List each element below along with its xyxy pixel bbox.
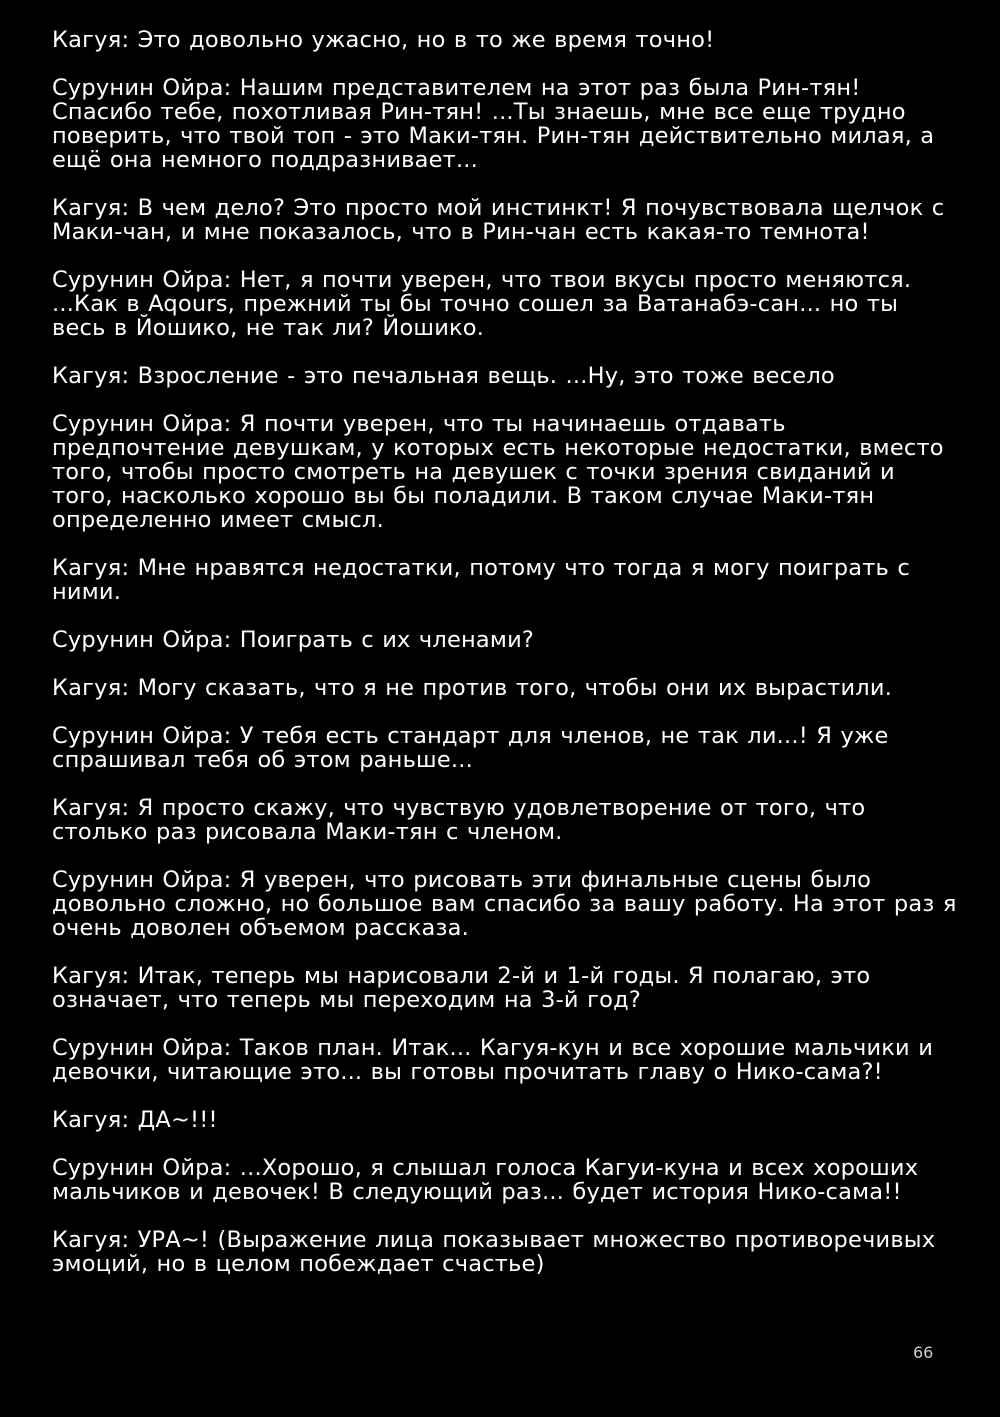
speaker-name: Сурунин Ойра	[52, 411, 224, 437]
dialogue-entry: Кагуя: В чем дело? Это просто мой инстинкт! Я почувствовала щелчок с Маки-чан, и мне показалось, что в Рин-чан есть какая-то темнота!	[52, 195, 945, 245]
speaker-name: Кагуя	[52, 555, 122, 581]
dialogue-text: Взросление - это печальная вещь. ...Ну, это тоже весело	[137, 363, 835, 389]
speaker-name: Сурунин Ойра	[52, 267, 224, 293]
dialogue-text: Могу сказать, что я не против того, чтобы они их вырастили.	[137, 675, 893, 701]
dialogue-entry: Сурунин Ойра: Нет, я почти уверен, что твои вкусы просто меняются. ...Как в Aqours, прежний ты бы точно сошел за Ватанабэ-сан... но ты весь в Йошико, не так ли? Йошико.	[52, 267, 912, 341]
speaker-name: Кагуя	[52, 1227, 122, 1253]
speaker-name: Кагуя	[52, 195, 122, 221]
dialogue-entry: Сурунин Ойра: ...Хорошо, я слышал голоса Кагуи-куна и всех хороших мальчиков и девочек! В следующий раз... будет история Нико-сама!!	[52, 1155, 919, 1205]
dialogue-text: У тебя есть стандарт для членов, не так ли...! Я уже спрашивал тебя об этом раньше...	[52, 723, 889, 773]
dialogue-entry: Сурунин Ойра: Я уверен, что рисовать эти финальные сцены было довольно сложно, но большое вам спасибо за вашу работу. На этот раз я очень доволен объемом рассказа.	[52, 867, 957, 941]
page-number: 66	[913, 1343, 934, 1362]
speaker-name: Сурунин Ойра	[52, 75, 224, 101]
dialogue-text: Это довольно ужасно, но в то же время точно!	[137, 27, 715, 53]
dialogue-text: ...Хорошо, я слышал голоса Кагуи-куна и всех хороших мальчиков и девочек! В следующий раз... будет история Нико-сама!!	[52, 1155, 919, 1205]
speaker-name: Кагуя	[52, 27, 122, 53]
speaker-name: Сурунин Ойра	[52, 723, 224, 749]
dialogue-text: УРА~! (Выражение лица показывает множество противоречивых эмоций, но в целом побеждает счастье)	[52, 1227, 936, 1277]
dialogue-text: Я почти уверен, что ты начинаешь отдавать предпочтение девушкам, у которых есть некоторые недостатки, вместо того, чтобы просто смотреть на девушек с точки зрения свиданий и того, насколько хорошо вы бы поладили. В таком случае Маки-тян определенно имеет смысл.	[52, 411, 944, 533]
dialogue-text: Итак, теперь мы нарисовали 2-й и 1-й годы. Я полагаю, это означает, что теперь мы переходим на 3-й год?	[52, 963, 871, 1013]
dialogue-entry: Сурунин Ойра: Нашим представителем на этот раз была Рин-тян! Спасибо тебе, похотливая Рин-тян! ...Ты знаешь, мне все еще трудно поверить, что твой топ - это Маки-тян. Рин-тян действительно милая, а ещё она немного поддразнивает...	[52, 75, 935, 173]
dialogue-entry: Кагуя: Это довольно ужасно, но в то же время точно!	[52, 27, 715, 53]
dialogue-entry: Кагуя: Я просто скажу, что чувствую удовлетворение от того, что столько раз рисовала Маки-тян с членом.	[52, 795, 866, 845]
dialogue-text: Я просто скажу, что чувствую удовлетворение от того, что столько раз рисовала Маки-тян с членом.	[52, 795, 866, 845]
dialogue-entry: Кагуя: Взросление - это печальная вещь. ...Ну, это тоже весело	[52, 363, 835, 389]
speaker-name: Сурунин Ойра	[52, 627, 224, 653]
dialogue-entry: Сурунин Ойра: Таков план. Итак... Кагуя-кун и все хорошие мальчики и девочки, читающие это... вы готовы прочитать главу о Нико-сама?!	[52, 1035, 934, 1085]
dialogue-entry: Кагуя: Могу сказать, что я не против того, чтобы они их вырастили.	[52, 675, 893, 701]
dialogue-entry: Кагуя: УРА~! (Выражение лица показывает множество противоречивых эмоций, но в целом побеждает счастье)	[52, 1227, 936, 1277]
speaker-name: Кагуя	[52, 963, 122, 989]
speaker-name: Сурунин Ойра	[52, 1155, 224, 1181]
dialogue-block	[52, 28, 957, 1300]
dialogue-text: Нет, я почти уверен, что твои вкусы просто меняются. ...Как в Aqours, прежний ты бы точно сошел за Ватанабэ-сан... но ты весь в Йошико, не так ли? Йошико.	[52, 267, 912, 341]
dialogue-text: Поиграть с их членами?	[239, 627, 535, 653]
dialogue-entry: Кагуя: ДА~!!!	[52, 1107, 218, 1133]
dialogue-text: Таков план. Итак... Кагуя-кун и все хорошие мальчики и девочки, читающие это... вы готовы прочитать главу о Нико-сама?!	[52, 1035, 934, 1085]
speaker-name: Кагуя	[52, 1107, 122, 1133]
speaker-name: Сурунин Ойра	[52, 867, 224, 893]
dialogue-entry: Сурунин Ойра: Я почти уверен, что ты начинаешь отдавать предпочтение девушкам, у которых есть некоторые недостатки, вместо того, чтобы просто смотреть на девушек с точки зрения свиданий и того, насколько хорошо вы бы поладили. В таком случае Маки-тян определенно имеет смысл.	[52, 411, 944, 533]
dialogue-text: Я уверен, что рисовать эти финальные сцены было довольно сложно, но большое вам спасибо за вашу работу. На этот раз я очень доволен объемом рассказа.	[52, 867, 957, 941]
dialogue-text: В чем дело? Это просто мой инстинкт! Я почувствовала щелчок с Маки-чан, и мне показалось, что в Рин-чан есть какая-то темнота!	[52, 195, 945, 245]
speaker-name: Кагуя	[52, 795, 122, 821]
dialogue-entry: Кагуя: Итак, теперь мы нарисовали 2-й и 1-й годы. Я полагаю, это означает, что теперь мы переходим на 3-й год?	[52, 963, 871, 1013]
dialogue-text: Мне нравятся недостатки, потому что тогда я могу поиграть с ними.	[52, 555, 910, 605]
dialogue-text: ДА~!!!	[137, 1107, 218, 1133]
speaker-name: Кагуя	[52, 363, 122, 389]
speaker-name: Кагуя	[52, 675, 122, 701]
dialogue-entry: Сурунин Ойра: Поиграть с их членами?	[52, 627, 535, 653]
speaker-name: Сурунин Ойра	[52, 1035, 224, 1061]
dialogue-text: Нашим представителем на этот раз была Рин-тян! Спасибо тебе, похотливая Рин-тян! ...Ты знаешь, мне все еще трудно поверить, что твой топ - это Маки-тян. Рин-тян действительно милая, а ещё она немного поддразнивает...	[52, 75, 935, 173]
dialogue-entry: Кагуя: Мне нравятся недостатки, потому что тогда я могу поиграть с ними.	[52, 555, 910, 605]
dialogue-entry: Сурунин Ойра: У тебя есть стандарт для членов, не так ли...! Я уже спрашивал тебя об этом раньше...	[52, 723, 889, 773]
